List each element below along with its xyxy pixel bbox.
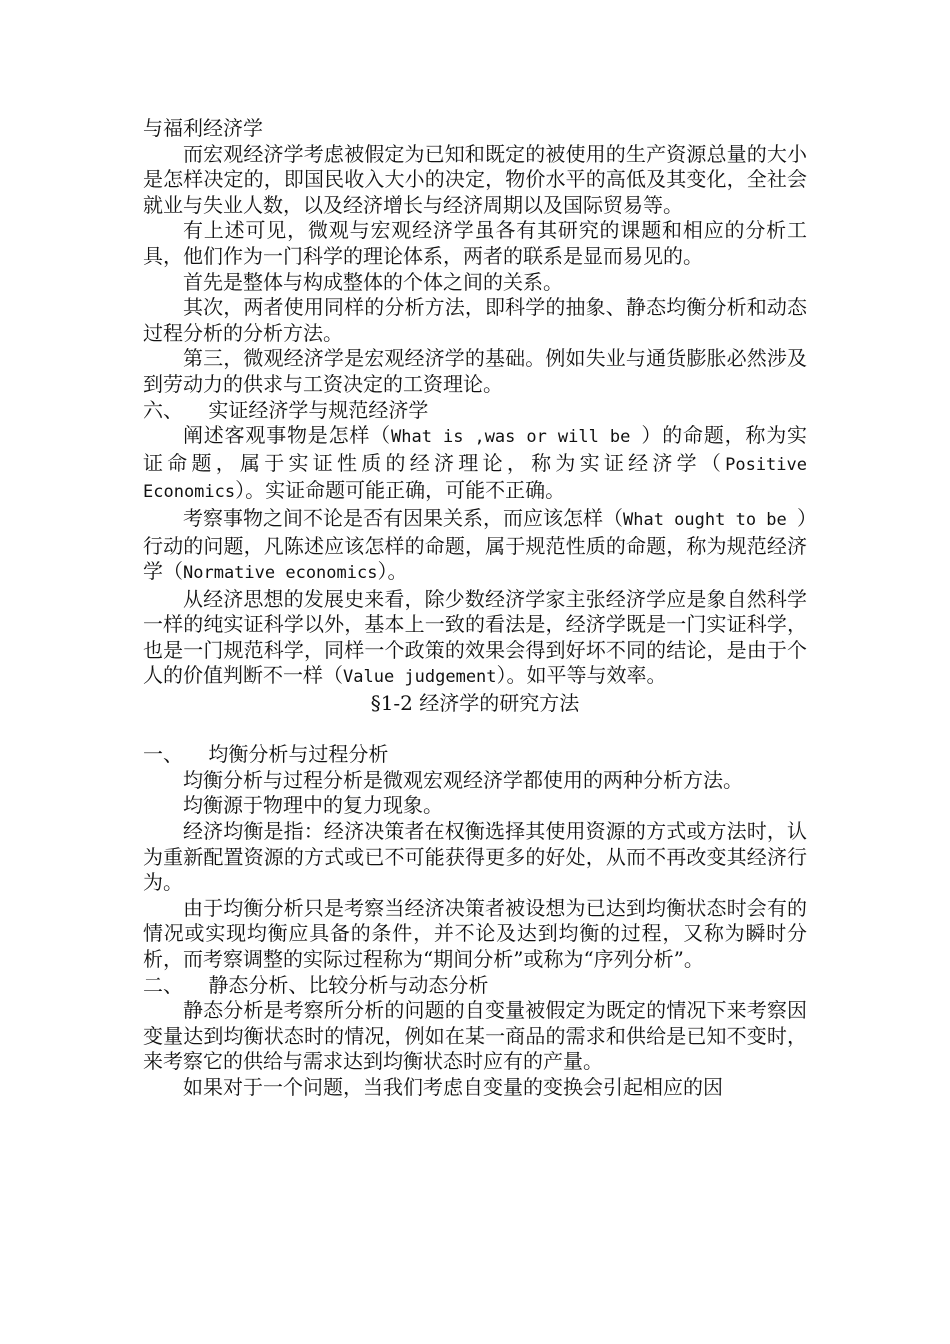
section-heading: 六、 实证经济学与规范经济学 xyxy=(143,397,429,422)
paragraph xyxy=(143,423,807,506)
english-term: What is ,was or will be xyxy=(390,427,642,448)
section-heading: 一、 均衡分析与过程分析 xyxy=(143,742,389,767)
text-run: 阐述客观事物是怎样（ xyxy=(183,423,391,448)
text-run: ）。如平等与效率。 xyxy=(496,663,667,688)
paragraph xyxy=(143,506,807,587)
paragraph: 如果对于一个问题，当我们考虑自变量的变换会引起相应的因 xyxy=(183,1074,723,1099)
english-term: Positive Economics xyxy=(143,454,807,503)
english-term: What ought to be xyxy=(623,509,797,530)
paragraph: 均衡源于物理中的复力现象。 xyxy=(183,793,443,818)
paragraph: 而宏观经济学考虑被假定为已知和既定的被使用的生产资源总量的大小是怎样决定的，即国民收入大小的决定，物价水平的高低及其变化，全社会就业与失业人数，以及经济增长与经济周期以及国际贸易等。 xyxy=(143,141,807,217)
text-run: ）。 xyxy=(377,559,408,584)
english-term: Value judgement xyxy=(343,667,497,688)
english-term: Normative economics xyxy=(183,563,378,584)
paragraph xyxy=(143,587,807,691)
paragraph: 首先是整体与构成整体的个体之间的关系。 xyxy=(183,269,563,294)
paragraph: 第三，微观经济学是宏观经济学的基础。例如失业与通货膨胀必然涉及到劳动力的供求与工资决定的工资理论。 xyxy=(143,346,807,396)
text-run: ）的命题，称为实证命题，属于实证性质的经济理论，称为实证经济学（ xyxy=(143,423,808,475)
paragraph: 静态分析是考察所分析的问题的自变量被假定为既定的情况下来考察因变量达到均衡状态时的情况，例如在某一商品的需求和供给是已知不变时，来考察它的供给与需求达到均衡状态时应有的产量。 xyxy=(143,998,807,1074)
text-run: ）行动的问题，凡陈述应该怎样的命题，属于规范性质的命题，称为规范经济学（ xyxy=(143,505,807,584)
section-title: §1-2 经济学的研究方法 xyxy=(370,691,580,716)
text-run: 考察事物之间不论是否有因果关系，而应该怎样（ xyxy=(183,505,623,530)
paragraph: 其次，两者使用同样的分析方法，即科学的抽象、静态均衡分析和动态过程分析的分析方法。 xyxy=(143,295,807,345)
text-run: 从经济思想的发展史来看，除少数经济学家主张经济学应是象自然科学一样的纯实证科学以外，基本上一致的看法是，经济学既是一门实证科学，也是一门规范科学，同样一个政策的效果会得到好坏不同的结论，是由于个人的价值判断不一样（ xyxy=(143,586,807,688)
section-heading: 二、 静态分析、比较分析与动态分析 xyxy=(143,972,489,997)
paragraph: 与福利经济学 xyxy=(143,116,263,140)
paragraph: 由于均衡分析只是考察当经济决策者被设想为已达到均衡状态时会有的情况或实现均衡应具备的条件，并不论及达到均衡的过程，又称为瞬时分析，而考察调整的实际过程称为“期间分析”或称为“序列分析”。 xyxy=(143,895,807,971)
paragraph: 经济均衡是指：经济决策者在权衡选择其使用资源的方式或方法时，认为重新配置资源的方式或已不可能获得更多的好处，从而不再改变其经济行为。 xyxy=(143,819,807,895)
text-run: ）。实证命题可能正确，可能不正确。 xyxy=(235,478,566,503)
blank-line xyxy=(143,717,807,743)
paragraph: 有上述可见，微观与宏观经济学虽各有其研究的课题和相应的分析工具，他们作为一门科学的理论体系，两者的联系是显而易见的。 xyxy=(143,218,807,268)
paragraph: 均衡分析与过程分析是微观宏观经济学都使用的两种分析方法。 xyxy=(183,767,743,792)
document-page xyxy=(143,116,807,1101)
